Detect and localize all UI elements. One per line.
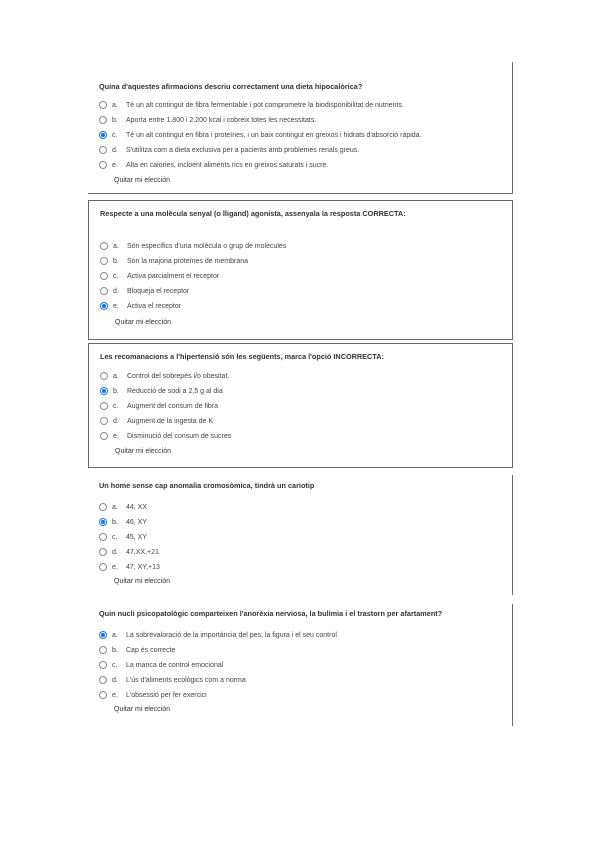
radio-button[interactable] — [99, 646, 107, 654]
radio-button[interactable] — [100, 257, 108, 265]
radio-button[interactable] — [99, 661, 107, 669]
radio-button[interactable] — [99, 101, 107, 109]
option-letter: e. — [113, 302, 119, 310]
option-text: 45, XY — [126, 533, 148, 541]
question-text: Un home sense cap anomalia cromosòmica, tindrà un cariotip — [99, 481, 315, 490]
option-text: Activa parcialment el receptor — [127, 272, 220, 280]
option-letter: b. — [112, 646, 118, 654]
option-letter: c. — [112, 533, 118, 541]
option-text: 47, XY,+13 — [126, 563, 160, 571]
option-a[interactable] — [99, 501, 147, 513]
radio-button[interactable] — [99, 676, 107, 684]
option-text: Són la majoria proteïnes de membrana — [127, 257, 249, 265]
radio-button[interactable] — [100, 402, 108, 410]
radio-button[interactable] — [99, 161, 107, 169]
option-letter: a. — [113, 242, 119, 250]
option-letter: b. — [112, 116, 118, 124]
option-d[interactable] — [99, 674, 246, 686]
option-letter: c. — [112, 131, 118, 139]
option-text: Activa el receptor — [127, 302, 182, 310]
option-text: 47,XX,+21 — [126, 548, 159, 556]
option-letter: a. — [112, 503, 118, 511]
clear-choice-link[interactable]: Quitar mi elección — [115, 448, 172, 455]
option-text: Reducció de sodi a 2,5 g al dia — [127, 387, 223, 395]
option-text: Alta en calories, incloent aliments rics en greixos saturats i sucre. — [126, 161, 329, 169]
option-letter: e. — [113, 432, 119, 440]
option-c[interactable] — [100, 270, 219, 282]
option-b[interactable] — [100, 255, 248, 267]
option-c[interactable] — [99, 129, 422, 141]
option-b[interactable] — [100, 385, 223, 397]
option-b[interactable] — [99, 644, 175, 656]
question-1 — [88, 62, 513, 194]
option-a[interactable] — [100, 370, 229, 382]
option-e[interactable] — [99, 561, 160, 573]
option-text: L'ús d'aliments ecològics com a norma — [126, 676, 246, 684]
option-d[interactable] — [99, 546, 159, 558]
option-a[interactable] — [99, 629, 337, 641]
clear-choice-link[interactable]: Quitar mi elección — [114, 177, 171, 184]
option-text: Bloqueja el receptor — [127, 287, 190, 295]
option-letter: d. — [112, 146, 118, 154]
radio-button[interactable] — [100, 417, 108, 425]
radio-button[interactable] — [100, 272, 108, 280]
option-text: Control del sobrepès i/o obesitat. — [127, 372, 230, 380]
option-d[interactable] — [99, 144, 359, 156]
option-letter: b. — [113, 387, 119, 395]
option-a[interactable] — [100, 240, 286, 252]
option-e[interactable] — [99, 689, 207, 701]
option-text: S'utilitza com a dieta exclusiva per a pacients amb problemes renals greus. — [126, 146, 360, 154]
option-letter: d. — [112, 548, 118, 556]
radio-button[interactable] — [100, 242, 108, 250]
radio-button[interactable] — [100, 372, 108, 380]
option-text: La manca de control emocional — [126, 661, 224, 669]
option-text: 46, XY — [126, 518, 148, 526]
option-text: Augment de la ingesta de K — [127, 417, 214, 425]
option-letter: c. — [113, 272, 119, 280]
question-text: Les recomanacions a l'hipertensió són les següents, marca l'opció INCORRECTA: — [100, 352, 384, 361]
option-letter: c. — [113, 402, 119, 410]
option-d[interactable] — [100, 285, 189, 297]
option-e[interactable] — [100, 430, 231, 442]
option-b[interactable] — [99, 114, 316, 126]
clear-choice-link[interactable]: Quitar mi elección — [115, 319, 172, 326]
radio-button[interactable] — [99, 116, 107, 124]
option-text: 44, XX — [126, 503, 148, 511]
option-letter: a. — [113, 372, 119, 380]
clear-choice-link[interactable]: Quitar mi elección — [114, 578, 171, 585]
option-c[interactable] — [99, 659, 223, 671]
question-text: Quina d'aquestes afirmacions descriu correctament una dieta hipocalòrica? — [99, 82, 363, 91]
option-c[interactable] — [100, 400, 218, 412]
radio-button[interactable] — [99, 518, 107, 526]
radio-button[interactable] — [100, 302, 108, 310]
radio-button[interactable] — [99, 548, 107, 556]
option-b[interactable] — [99, 516, 147, 528]
question-text: Respecte a una molècula senyal (o lligand) agonista, assenyala la resposta CORRECTA: — [100, 209, 406, 218]
option-letter: e. — [112, 161, 118, 169]
radio-button[interactable] — [99, 563, 107, 571]
option-text: Disminució del consum de sucres — [127, 432, 232, 440]
radio-button[interactable] — [99, 146, 107, 154]
option-letter: b. — [113, 257, 119, 265]
option-text: Té un alt contingut de fibra fermentable i pot comprometre la biodisponibilitat de nutrients. — [126, 101, 404, 109]
option-text: Són específics d'una molècula o grup de molècules — [127, 242, 287, 250]
option-text: L'obsessió per fer exercici — [126, 691, 207, 699]
radio-button[interactable] — [99, 503, 107, 511]
option-letter: d. — [113, 417, 119, 425]
radio-button[interactable] — [100, 287, 108, 295]
option-letter: e. — [112, 563, 118, 571]
option-e[interactable] — [100, 300, 181, 312]
option-text: Aporta entre 1.800 i 2.200 kcal i cobreix totes les necessitats. — [126, 116, 317, 124]
radio-button[interactable] — [99, 131, 107, 139]
radio-button[interactable] — [99, 631, 107, 639]
question-4 — [88, 475, 513, 595]
option-letter: e. — [112, 691, 118, 699]
option-letter: a. — [112, 631, 118, 639]
radio-button[interactable] — [99, 691, 107, 699]
option-text: Augment del consum de fibra — [127, 402, 219, 410]
radio-button[interactable] — [100, 432, 108, 440]
radio-button[interactable] — [99, 533, 107, 541]
question-3 — [88, 343, 513, 468]
option-letter: d. — [112, 676, 118, 684]
option-letter: a. — [112, 101, 118, 109]
option-text: La sobrevaloració de la importància del pes, la figura i el seu control — [126, 631, 337, 639]
clear-choice-link[interactable]: Quitar mi elección — [114, 706, 171, 713]
option-a[interactable] — [99, 99, 404, 111]
radio-button[interactable] — [100, 387, 108, 395]
option-letter: d. — [113, 287, 119, 295]
option-d[interactable] — [100, 415, 213, 427]
question-2 — [88, 200, 513, 340]
option-c[interactable] — [99, 531, 147, 543]
question-text: Quin nucli psicopatològic comparteixen l'anorèxia nerviosa, la bulímia i el trastorn per afartament? — [99, 609, 443, 618]
option-text: Cap és correcte — [126, 646, 176, 654]
option-letter: b. — [112, 518, 118, 526]
option-letter: c. — [112, 661, 118, 669]
option-text: Té un alt contingut en fibra i proteïnes, i un baix contingut en greixos i hidrats d'absorció ràpida. — [126, 131, 422, 139]
question-5 — [88, 604, 513, 726]
option-e[interactable] — [99, 159, 328, 171]
